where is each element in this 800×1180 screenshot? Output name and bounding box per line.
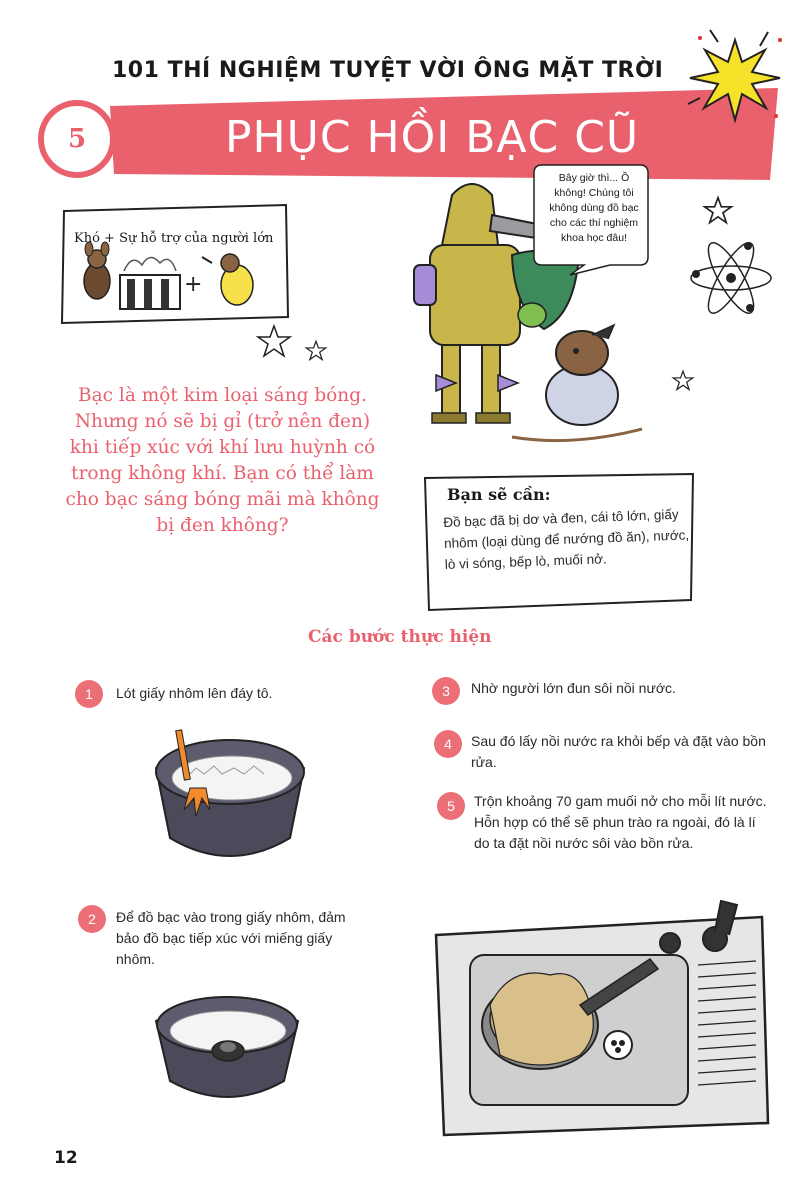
step-5-number: 5: [437, 792, 465, 820]
materials-text: Đồ bạc đã bị dơ và đen, cái tô lớn, giấy nhôm (loại dùng để nướng đồ ăn), nước, lò vi sóng, bếp lò, muối nở.: [443, 506, 690, 572]
experiment-number-badge: [38, 100, 116, 178]
step-4-number: 4: [434, 730, 462, 758]
starburst-icon: [680, 20, 790, 130]
step-3-text: Nhờ người lớn đun sôi nồi nước.: [471, 680, 676, 696]
star-icon-right: [703, 196, 733, 226]
bowl-with-foil-illustration: [150, 728, 310, 866]
star-icon-small-right: [672, 370, 694, 392]
step-2-text: Để đồ bạc vào trong giấy nhôm, đảm bảo đồ bạc tiếp xúc với miếng giấy nhôm.: [116, 909, 346, 967]
book-title: 101 THÍ NGHIỆM TUYỆT VỜI ÔNG MẶT TRỜI: [112, 58, 664, 83]
materials-title: Bạn sẽ cần:: [447, 485, 551, 504]
sink-pot-illustration: [430, 895, 775, 1145]
step-1-text: Lót giấy nhôm lên đáy tô.: [116, 685, 273, 701]
steps-title: Các bước thực hiện: [308, 627, 492, 647]
step-5-text: Trộn khoảng 70 gam muối nở cho mỗi lít nước. Hỗn hợp có thể sẽ phun trào ra ngoài, đó là lí do ta đặt nồi nước sôi vào bồn rửa.: [474, 793, 767, 851]
svg-text:+: +: [184, 272, 203, 297]
star-icon-small: [305, 340, 327, 362]
star-icon: [256, 324, 292, 360]
step-4-text: Sau đó lấy nồi nước ra khỏi bếp và đặt vào bồn rửa.: [471, 733, 766, 770]
atom-icon: [688, 240, 774, 316]
experiment-title: PHỤC HỒI BẠC CŨ: [225, 112, 640, 163]
step-1-number: 1: [75, 680, 103, 708]
step-3-number: 3: [432, 677, 460, 705]
page-number: 12: [54, 1148, 78, 1168]
difficulty-label: Khó + Sự hỗ trợ của người lớn: [74, 231, 274, 246]
intro-text: Bạc là một kim loại sáng bóng. Nhưng nó sẽ bị gỉ (trở nên đen) khi tiếp xúc với khí lưu huỳnh có trong không khí. Bạn có thể làm cho bạc sáng bóng mãi mà không bị đen không?: [65, 385, 380, 536]
step-2-number: 2: [78, 905, 106, 933]
speech-bubble-text: Bây giờ thì... Ồ không! Chúng tôi không dùng đồ bạc cho các thí nghiệm khoa học đâu!: [549, 172, 639, 244]
bowl-with-silver-illustration: [152, 985, 302, 1105]
difficulty-box: [62, 205, 290, 325]
experiment-number: 5: [67, 124, 87, 154]
